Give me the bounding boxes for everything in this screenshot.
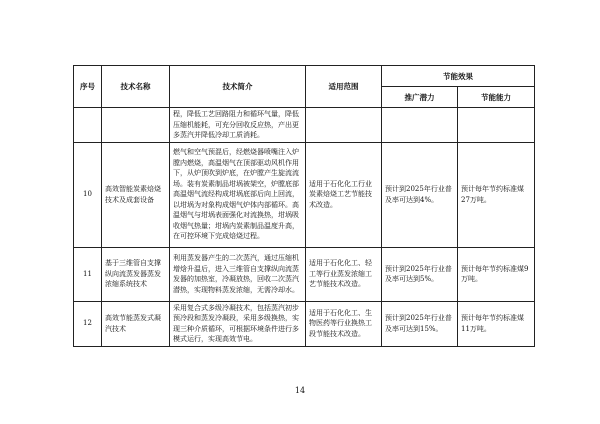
row-intro: 利用蒸发器产生的二次蒸汽，通过压缩机增焓升温后，进入三维管自支撑纵向流蒸发器的加热室，冷凝放热，回收二次蒸汽潜热，实现物料蒸发浓缩，无需冷却水。 xyxy=(170,247,306,301)
row-no: 10 xyxy=(74,142,102,247)
header-intro: 技术简介 xyxy=(170,66,306,108)
row-potential: 预计到2025年行业普及率可达到15%。 xyxy=(382,301,458,346)
row-scope: 适用于石化化工、生物医药等行业换热工段节能技术改造。 xyxy=(306,301,382,346)
row-potential xyxy=(382,108,458,143)
row-no: 11 xyxy=(74,247,102,301)
header-effect: 节能效果 xyxy=(382,66,535,87)
table-row xyxy=(74,142,535,247)
row-name: 高效节能蒸发式凝汽技术 xyxy=(102,301,170,346)
header-scope: 适用范围 xyxy=(306,66,382,108)
row-no xyxy=(74,108,102,143)
row-no: 12 xyxy=(74,301,102,346)
row-intro: 程，降低工艺回路阻力和循环气量，降低压缩机能耗，可充分回收反应热，产出更多蒸汽并降低冷却工质消耗。 xyxy=(170,108,306,143)
row-potential: 预计到2025年行业普及率可达到4%。 xyxy=(382,142,458,247)
header-capacity: 节能能力 xyxy=(458,87,535,108)
row-capacity xyxy=(458,108,535,143)
header-no: 序号 xyxy=(74,66,102,108)
tech-table xyxy=(73,65,535,347)
header-potential: 推广潜力 xyxy=(382,87,458,108)
row-scope: 适用于石化化工行业炭素焙烧工艺节能技术改造。 xyxy=(306,142,382,247)
row-name: 基于三维管自支撑纵向流蒸发器蒸发浓缩系统技术 xyxy=(102,247,170,301)
row-scope xyxy=(306,108,382,143)
table-row xyxy=(74,108,535,143)
table-row xyxy=(74,301,535,346)
row-capacity: 预计每年节约标准煤11万吨。 xyxy=(458,301,535,346)
row-intro: 采用复合式多级冷凝技术，包括蒸汽初步预冷段和蒸发冷凝段，采用多级换热，实现三种介质循环，可根据环境条件进行多模式运行，实现高效节电。 xyxy=(170,301,306,346)
page-number: 14 xyxy=(294,386,306,395)
row-capacity: 预计每年节约标准煤9万吨。 xyxy=(458,247,535,301)
row-potential: 预计到2025年行业普及率可达到5%。 xyxy=(382,247,458,301)
row-intro: 燃气和空气预混后，经燃烧器喷嘴注入炉膛内燃烧，高温烟气在顶部驱动风机作用下，从炉顶吹到炉底，在炉膛产生旋流流场。装有炭素制品坩埚被架空，炉膛底部高温烟气流经构成坩埚底部后向上回流，以坩埚为对象构成烟气炉体内部循环。高温烟气与坩埚表面强化对流换热，坩埚吸收烟气热量；坩埚内炭素制品温度升高，在可控环境下完成焙烧过程。 xyxy=(170,142,306,247)
table-row xyxy=(74,247,535,301)
row-name xyxy=(102,108,170,143)
row-capacity: 预计每年节约标准煤27万吨。 xyxy=(458,142,535,247)
header-name: 技术名称 xyxy=(102,66,170,108)
row-scope: 适用于石化化工、轻工等行业蒸发浓缩工艺节能技术改造。 xyxy=(306,247,382,301)
row-name: 高效智能炭素焙烧技术及成套设备 xyxy=(102,142,170,247)
